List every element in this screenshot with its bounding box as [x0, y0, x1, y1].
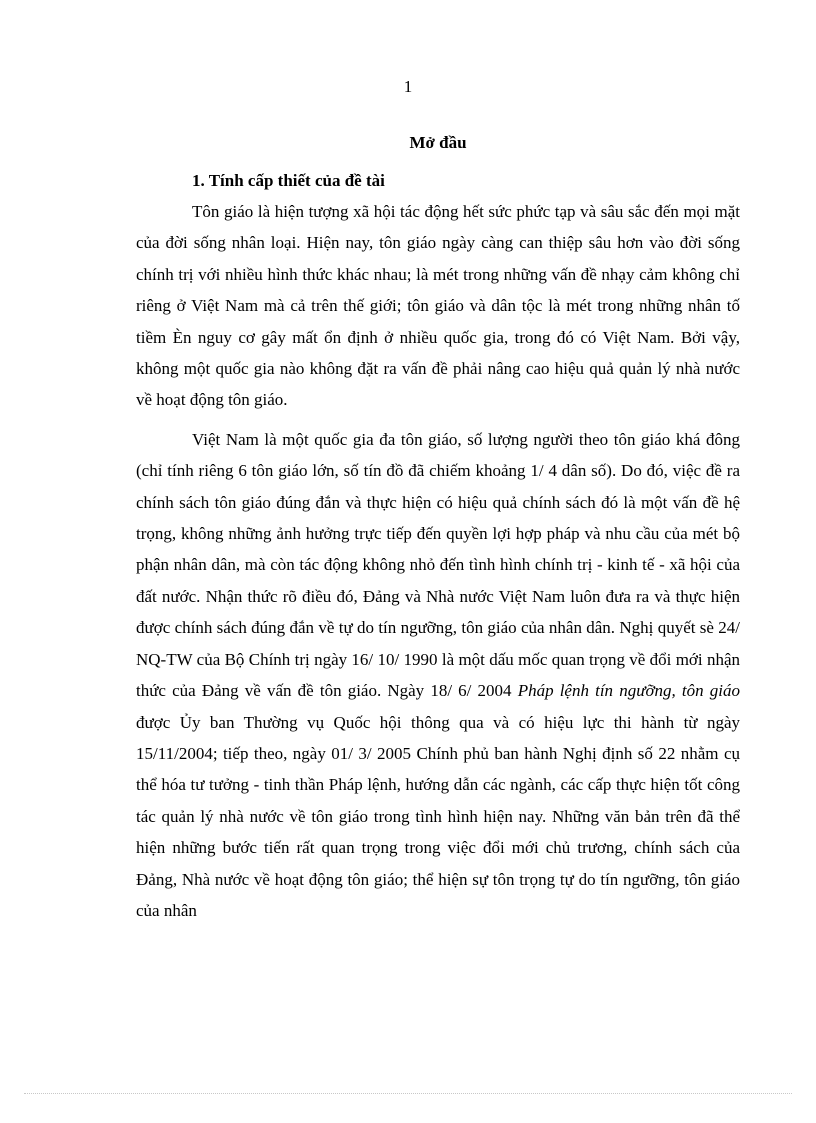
document-heading: Mở đầu: [409, 133, 467, 152]
paragraph-1: Tôn giáo là hiện tượng xã hội tác động hết sức phức tạp và sâu sắc đến mọi mặt của đời sống nhân loại. Hiện nay, tôn giáo ngày càng can thiệp sâu hơn vào đời sống chính trị với nhiều hình thức khác nhau; là mét trong những vấn đề nhạy cảm không chỉ riêng ở Việt Nam mà cả trên thế giới; tôn giáo và dân tộc là mét trong những nhân tố tiềm Èn nguy cơ gây mất ổn định ở nhiều quốc gia, trong đó có Việt Nam. Bởi vậy, không một quốc gia nào không đặt ra vấn đề phải nâng cao hiệu quả quản lý nhà nước về hoạt động tôn giáo.: [136, 202, 740, 410]
section-title: 1. Tính cấp thiết của đề tài: [192, 171, 385, 190]
footer-divider: [24, 1093, 792, 1094]
paragraph-2-italic-title: Pháp lệnh tín ngưỡng, tôn giáo: [517, 681, 741, 701]
page-number: 1: [403, 77, 413, 96]
paragraph-2-text-end: được Ủy ban Thường vụ Quốc hội thông qua và có hiệu lực thi hành từ ngày 15/11/2004; tiếp theo, ngày 01/ 3/ 2005 Chính phủ ban hành Nghị định số 22 nhằm cụ thể hóa tư tưởng - tinh thần Pháp lệnh, hướng dẫn các ngành, các cấp thực hiện tốt công tác quản lý nhà nước về tôn giáo trong tình hình hiện nay. Những văn bản trên đã thể hiện những bước tiến rất quan trọng trong việc đổi mới chủ trương, chính sách của Đảng, Nhà nước về hoạt động tôn giáo; thể hiện sự tôn trọng tự do tín ngưỡng, tôn giáo của nhân: [136, 712, 740, 920]
document-body: [136, 130, 740, 926]
paragraph-2-text-start: Việt Nam là một quốc gia đa tôn giáo, số lượng người theo tôn giáo khá đông (chỉ tính riêng 6 tôn giáo lớn, số tín đồ đã chiếm khoảng 1/ 4 dân số). Do đó, việc đề ra chính sách tôn giáo đúng đắn và thực hiện có hiệu quả chính sách đó là một vấn đề hệ trọng, không những ảnh hưởng trực tiếp đến quyền lợi hợp pháp và nhu cầu của mét bộ phận nhân dân, mà còn tác động không nhỏ đến tình hình chính trị - kinh tế - xã hội của đất nước. Nhận thức rõ điều đó, Đảng và Nhà nước Việt Nam luôn đưa ra và thực hiện được chính sách đúng đắn về tự do tín ngưỡng, tôn giáo của nhân dân. Nghị quyết sè 24/ NQ-TW của Bộ Chính trị ngày 16/ 10/ 1990 là một dấu mốc quan trọng về đổi mới nhận thức của Đảng về vấn đề tôn giáo. Ngày 18/ 6/ 2004: [136, 429, 740, 701]
paragraph-2: [136, 424, 740, 927]
